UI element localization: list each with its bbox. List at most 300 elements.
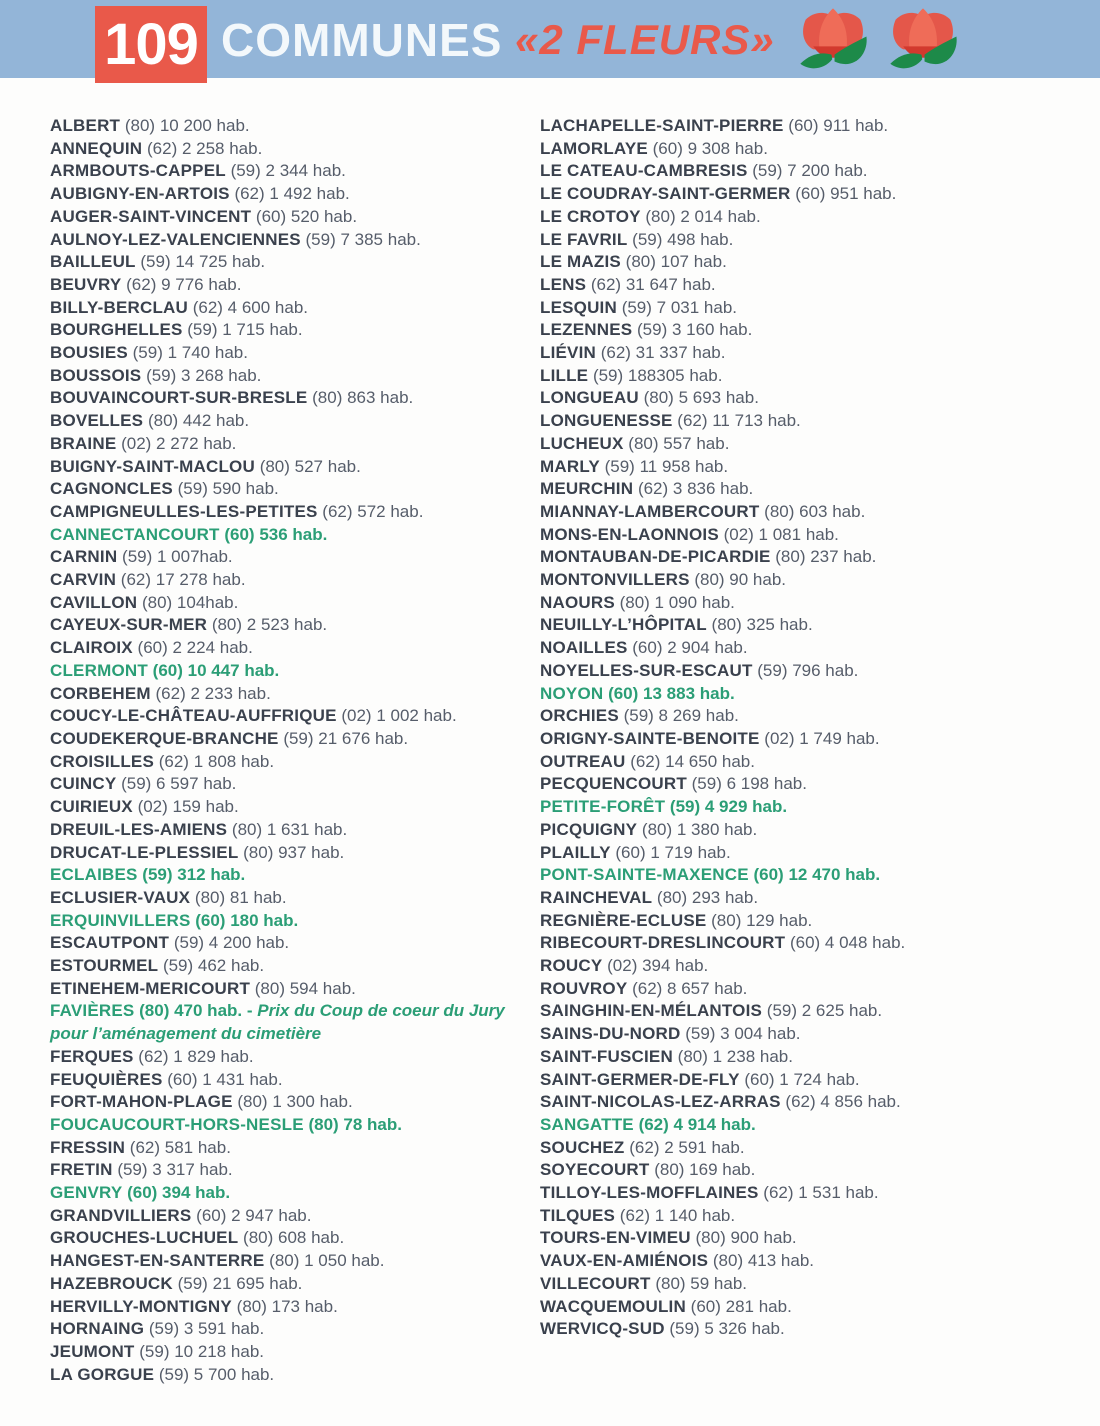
commune-details: (62) 4 856 hab.	[780, 1092, 901, 1112]
list-item	[50, 546, 540, 569]
commune-details: (80) 293 hab.	[652, 887, 759, 907]
commune-details: (02) 394 hab.	[602, 956, 709, 976]
list-item	[50, 433, 540, 456]
commune-name: MONTONVILLERS	[540, 570, 690, 590]
commune-details: (59) 462 hab.	[158, 956, 265, 976]
commune-name: BOUVAINCOURT-SUR-BRESLE	[50, 388, 308, 408]
commune-name: CORBEHEM	[50, 683, 151, 703]
commune-name: MONTAUBAN-DE-PICARDIE	[540, 547, 771, 567]
commune-name: LILLE	[540, 365, 589, 385]
commune-details: (80) 81 hab.	[190, 887, 287, 907]
list-item	[50, 297, 540, 320]
list-item	[50, 932, 540, 955]
rating-label: «2 FLEURS»	[515, 16, 775, 63]
list-item	[50, 456, 540, 479]
commune-name: LAMORLAYE	[540, 138, 648, 158]
list-item	[50, 206, 540, 229]
commune-details: (62) 572 hab.	[317, 501, 424, 521]
commune-details: (80) 1 300 hab.	[232, 1092, 353, 1112]
commune-name: ERQUINVILLERS	[50, 910, 191, 930]
commune-name: VILLECOURT	[540, 1273, 651, 1293]
commune-details: (80) 937 hab.	[238, 842, 345, 862]
list-item	[50, 115, 540, 138]
commune-details: (62) 3 836 hab.	[633, 479, 754, 499]
commune-name: CANNECTANCOURT	[50, 524, 220, 544]
commune-name: LACHAPELLE-SAINT-PIERRE	[540, 116, 784, 135]
commune-details: (62) 2 233 hab.	[150, 683, 271, 703]
commune-details: (60) 10 447 hab.	[147, 660, 280, 680]
commune-name: CARVIN	[50, 570, 117, 590]
commune-details: (60) 2 947 hab.	[191, 1205, 312, 1225]
commune-name: ECLUSIER-VAUX	[50, 887, 191, 907]
list-item	[540, 910, 1030, 933]
commune-name: ALBERT	[50, 116, 121, 135]
commune-details: (59) 6 198 hab.	[686, 774, 807, 794]
commune-details: (80) 173 hab.	[231, 1296, 338, 1316]
commune-details: (59) 21 676 hab.	[278, 728, 409, 748]
list-item	[540, 1250, 1030, 1273]
commune-name: ROUVROY	[540, 978, 628, 998]
commune-details: (80) 863 hab.	[307, 388, 414, 408]
commune-details: (60) 13 883 hab.	[603, 683, 735, 703]
commune-details: (62) 1 492 hab.	[229, 184, 350, 204]
commune-name: TOURS-EN-VIMEU	[540, 1228, 691, 1248]
commune-name: CLERMONT	[50, 660, 148, 680]
list-item	[50, 637, 540, 660]
list-item	[540, 1023, 1030, 1046]
commune-details: (62) 2 258 hab.	[142, 138, 263, 158]
commune-details: (02) 2 272 hab.	[116, 433, 237, 453]
commune-details: (59) 4 200 hab.	[169, 933, 290, 953]
commune-details: (02) 1 749 hab.	[759, 728, 880, 748]
list-item	[540, 683, 1030, 706]
commune-details: (80) 237 hab.	[770, 547, 877, 567]
commune-details: (80) 557 hab.	[623, 433, 730, 453]
commune-name: ORIGNY-SAINTE-BENOITE	[540, 728, 760, 748]
commune-name: GENVRY	[50, 1183, 123, 1203]
list-item	[50, 183, 540, 206]
commune-details: (59) 3 004 hab.	[680, 1024, 801, 1044]
commune-name: ESCAUTPONT	[50, 933, 170, 953]
commune-details: (80) 594 hab.	[250, 978, 356, 998]
commune-details: (59) 590 hab.	[172, 479, 279, 499]
list-item	[50, 592, 540, 615]
commune-details: (62) 1 531 hab.	[758, 1183, 879, 1203]
list-item	[50, 138, 540, 161]
commune-name: CARNIN	[50, 547, 118, 567]
list-item	[540, 1091, 1030, 1114]
commune-details: (59) 1 715 hab.	[182, 320, 303, 340]
list-item	[50, 569, 540, 592]
commune-details: (62) 31 647 hab.	[586, 274, 716, 294]
list-item	[540, 1205, 1030, 1228]
commune-details: (60) 12 470 hab.	[748, 865, 881, 885]
commune-details: (59) 10 218 hab.	[134, 1341, 265, 1361]
commune-details: (62) 4 600 hab.	[187, 297, 309, 317]
commune-details: (80) 1 090 hab.	[614, 592, 735, 612]
commune-count: 109	[104, 12, 198, 77]
commune-name: LE CATEAU-CAMBRESIS	[540, 161, 748, 181]
list-item	[50, 1114, 540, 1137]
commune-name: SAINT-FUSCIEN	[540, 1046, 673, 1066]
commune-name: DREUIL-LES-AMIENS	[50, 819, 228, 839]
commune-details: (59) 7 031 hab.	[616, 297, 737, 317]
list-item	[540, 728, 1030, 751]
commune-name: JEUMONT	[50, 1341, 135, 1361]
list-item	[540, 319, 1030, 342]
commune-name: GROUCHES-LUCHUEL	[50, 1228, 239, 1248]
commune-name: HANGEST-EN-SANTERRE	[50, 1251, 265, 1271]
commune-name: PONT-SAINTE-MAXENCE	[540, 865, 749, 885]
commune-name: SANGATTE	[540, 1114, 634, 1134]
commune-name: LONGUENESSE	[540, 411, 673, 431]
commune-name: PICQUIGNY	[540, 819, 638, 839]
commune-name: BAILLEUL	[50, 252, 136, 272]
commune-details: (60) 1 719 hab.	[610, 842, 731, 862]
commune-details: (59) 7 385 hab.	[300, 229, 421, 249]
list-item	[50, 819, 540, 842]
commune-name: LA GORGUE	[50, 1364, 155, 1384]
list-item	[540, 229, 1030, 252]
list-item	[50, 773, 540, 796]
list-item	[540, 705, 1030, 728]
commune-name: HAZEBROUCK	[50, 1273, 173, 1293]
list-item	[540, 456, 1030, 479]
commune-details: (59) 796 hab.	[752, 660, 859, 680]
commune-name: FERQUES	[50, 1046, 134, 1066]
list-item	[50, 1250, 540, 1273]
commune-details: (59) 188305 hab.	[588, 365, 723, 385]
list-item	[50, 1341, 540, 1364]
commune-name: BOVELLES	[50, 411, 144, 431]
list-item	[50, 1137, 540, 1160]
list-item	[540, 1227, 1030, 1250]
commune-name: LE COUDRAY-SAINT-GERMER	[540, 184, 791, 204]
list-item	[540, 138, 1030, 161]
commune-name: ESTOURMEL	[50, 956, 159, 976]
commune-name: FOUCAUCOURT-HORS-NESLE	[50, 1114, 304, 1134]
commune-details: (80) 90 hab.	[689, 570, 787, 590]
commune-name: PECQUENCOURT	[540, 774, 687, 794]
commune-details: (59) 498 hab.	[627, 229, 734, 249]
commune-name: NOYON	[540, 683, 604, 703]
commune-list-column-left	[50, 115, 540, 1386]
commune-name: TILLOY-LES-MOFFLAINES	[540, 1183, 759, 1203]
commune-name: HERVILLY-MONTIGNY	[50, 1296, 232, 1316]
commune-name: SOYECOURT	[540, 1160, 650, 1180]
commune-name: ECLAIBES	[50, 865, 138, 885]
commune-details: (59) 4 929 hab.	[665, 797, 788, 817]
commune-details: (62) 11 713 hab.	[672, 411, 801, 431]
list-item	[50, 501, 540, 524]
commune-details: (80) 413 hab.	[708, 1251, 815, 1271]
commune-name: PLAILLY	[540, 842, 611, 862]
commune-details: (60) 2 224 hab.	[132, 638, 253, 658]
list-item	[540, 365, 1030, 388]
commune-name: ETINEHEM-MERICOURT	[50, 978, 251, 998]
list-item	[50, 229, 540, 252]
list-item	[540, 819, 1030, 842]
list-item	[540, 569, 1030, 592]
commune-name: MARLY	[540, 456, 600, 476]
commune-details: (59) 1 740 hab.	[127, 343, 248, 363]
list-item	[540, 1000, 1030, 1023]
list-item	[540, 614, 1030, 637]
list-item	[50, 1000, 528, 1045]
list-item	[50, 274, 540, 297]
list-item	[540, 1182, 1030, 1205]
commune-details: (80) 603 hab.	[759, 501, 866, 521]
list-item	[50, 1364, 540, 1387]
commune-details: (80) 169 hab.	[649, 1160, 756, 1180]
commune-details: (59) 1 007hab.	[117, 547, 233, 567]
list-item	[540, 637, 1030, 660]
commune-details: (60) 1 431 hab.	[162, 1069, 283, 1089]
commune-details: (80) 2 014 hab.	[640, 206, 761, 226]
commune-name: NAOURS	[540, 592, 615, 612]
commune-name: CAYEUX-SUR-MER	[50, 615, 208, 635]
commune-details: (62) 31 337 hab.	[596, 343, 726, 363]
list-item	[540, 842, 1030, 865]
list-item	[50, 365, 540, 388]
commune-name: FEUQUIÈRES	[50, 1069, 163, 1089]
commune-details: (62) 8 657 hab.	[627, 978, 748, 998]
commune-name: LEZENNES	[540, 320, 633, 340]
list-item	[540, 955, 1030, 978]
commune-details: (02) 159 hab.	[132, 797, 239, 817]
commune-details: (59) 6 597 hab.	[116, 774, 237, 794]
commune-name: ROUCY	[540, 956, 603, 976]
list-item	[540, 1296, 1030, 1319]
commune-name: BEUVRY	[50, 274, 122, 294]
list-item	[50, 1091, 540, 1114]
flower-icons	[795, 6, 961, 76]
tulip-icon	[795, 6, 871, 76]
commune-details: (80) 2 523 hab.	[207, 615, 328, 635]
list-item	[50, 796, 540, 819]
commune-details: (59) 14 725 hab.	[135, 252, 266, 272]
commune-details: (80) 325 hab.	[706, 615, 813, 635]
commune-name: COUCY-LE-CHÂTEAU-AUFFRIQUE	[50, 706, 337, 726]
list-item	[50, 1296, 540, 1319]
commune-name: RAINCHEVAL	[540, 887, 653, 907]
list-item	[540, 1318, 1030, 1341]
list-item	[540, 501, 1030, 524]
list-item	[540, 773, 1030, 796]
commune-details: (62) 1 140 hab.	[615, 1205, 736, 1225]
commune-name: LONGUEAU	[540, 388, 639, 408]
commune-name: MONS-EN-LAONNOIS	[540, 524, 719, 544]
commune-name: PETITE-FORÊT	[540, 797, 666, 817]
commune-name: SAINT-NICOLAS-LEZ-ARRAS	[540, 1092, 781, 1112]
commune-name: AUBIGNY-EN-ARTOIS	[50, 184, 230, 204]
commune-details: (80) 10 200 hab.	[120, 116, 250, 135]
commune-name: LE FAVRIL	[540, 229, 628, 249]
commune-details: (80) 1 380 hab.	[637, 819, 758, 839]
commune-name: CROISILLES	[50, 751, 155, 771]
commune-details: (59) 2 344 hab.	[225, 161, 346, 181]
commune-name: WACQUEMOULIN	[540, 1296, 686, 1316]
commune-details: (60) 911 hab.	[783, 116, 889, 135]
list-item	[50, 1046, 540, 1069]
list-item	[540, 1114, 1030, 1137]
commune-details: (62) 17 278 hab.	[116, 570, 246, 590]
list-item	[540, 1159, 1030, 1182]
commune-details: (80) 5 693 hab.	[638, 388, 759, 408]
commune-name: CLAIROIX	[50, 638, 133, 658]
commune-name: VAUX-EN-AMIÉNOIS	[540, 1251, 709, 1271]
list-item	[50, 614, 540, 637]
commune-name: LE MAZIS	[540, 252, 621, 272]
list-item	[50, 478, 540, 501]
commune-name: DRUCAT-LE-PLESSIEL	[50, 842, 239, 862]
commune-details: (80) 442 hab.	[143, 411, 250, 431]
commune-name: ARMBOUTS-CAPPEL	[50, 161, 226, 181]
commune-details: (60) 394 hab.	[122, 1183, 231, 1203]
list-item	[540, 796, 1030, 819]
commune-details: (80) 107 hab.	[620, 252, 727, 272]
list-item	[50, 955, 540, 978]
commune-details: (62) 4 914 hab.	[633, 1114, 756, 1134]
commune-name: LENS	[540, 274, 587, 294]
commune-name: BILLY-BERCLAU	[50, 297, 188, 317]
list-item	[540, 546, 1030, 569]
list-item	[540, 1046, 1030, 1069]
commune-details: (60) 520 hab.	[251, 206, 358, 226]
commune-list-column-right	[540, 115, 1030, 1386]
list-item	[50, 910, 540, 933]
commune-name: OUTREAU	[540, 751, 626, 771]
commune-details: (59) 21 695 hab.	[172, 1273, 303, 1293]
list-item	[50, 1205, 540, 1228]
list-item	[50, 160, 540, 183]
commune-name: WERVICQ-SUD	[540, 1319, 665, 1339]
commune-details: (80) 470 hab. -	[134, 1001, 253, 1021]
commune-name: LESQUIN	[540, 297, 617, 317]
commune-name: FRESSIN	[50, 1137, 126, 1157]
commune-details: (59) 5 326 hab.	[664, 1319, 785, 1339]
commune-details: (80) 104hab.	[137, 592, 239, 612]
list-item	[50, 751, 540, 774]
list-item	[540, 433, 1030, 456]
list-item	[540, 183, 1030, 206]
commune-details: (80) 527 hab.	[254, 456, 361, 476]
commune-details: (62) 1 808 hab.	[154, 751, 275, 771]
commune-name: FRETIN	[50, 1160, 113, 1180]
commune-details: (62) 581 hab.	[125, 1137, 231, 1157]
commune-details: (62) 1 829 hab.	[133, 1046, 254, 1066]
commune-name: CAVILLON	[50, 592, 138, 612]
award-note: Prix du Coup de coeur du Jury pour l’aménagement du cimetière	[50, 1001, 505, 1044]
commune-details: (80) 900 hab.	[690, 1228, 797, 1248]
commune-name: ANNEQUIN	[50, 138, 143, 158]
list-item	[540, 115, 1030, 138]
list-item	[540, 160, 1030, 183]
list-item	[50, 683, 540, 706]
commune-name: NOAILLES	[540, 638, 628, 658]
commune-details: (59) 3 268 hab.	[141, 365, 262, 385]
commune-name: NOYELLES-SUR-ESCAUT	[540, 660, 753, 680]
list-item	[540, 751, 1030, 774]
page-title: COMMUNES	[221, 14, 503, 66]
commune-details: (59) 3 160 hab.	[632, 320, 753, 340]
commune-details: (60) 951 hab.	[790, 184, 897, 204]
commune-name: LE CROTOY	[540, 206, 641, 226]
commune-details: (59) 3 317 hab.	[112, 1160, 233, 1180]
commune-details: (02) 1 081 hab.	[718, 524, 839, 544]
list-item	[540, 864, 1030, 887]
list-item	[540, 1137, 1030, 1160]
list-item	[50, 728, 540, 751]
commune-name: REGNIÈRE-ECLUSE	[540, 910, 707, 930]
tulip-icon	[885, 6, 961, 76]
commune-details: (60) 536 hab.	[219, 524, 328, 544]
commune-name: RIBECOURT-DRESLINCOURT	[540, 933, 786, 953]
commune-name: AULNOY-LEZ-VALENCIENNES	[50, 229, 301, 249]
commune-name: ORCHIES	[540, 706, 619, 726]
commune-name: BOUSIES	[50, 343, 128, 363]
commune-name: SAINT-GERMER-DE-FLY	[540, 1069, 740, 1089]
commune-details: (80) 1 238 hab.	[672, 1046, 793, 1066]
commune-details: (62) 9 776 hab.	[121, 274, 242, 294]
commune-details: (59) 11 958 hab.	[599, 456, 729, 476]
commune-name: NEUILLY-L’HÔPITAL	[540, 615, 707, 635]
commune-details: (62) 14 650 hab.	[625, 751, 755, 771]
list-item	[50, 251, 540, 274]
commune-details: (59) 2 625 hab.	[762, 1001, 883, 1021]
list-item	[50, 842, 540, 865]
list-item	[50, 410, 540, 433]
commune-name: BUIGNY-SAINT-MACLOU	[50, 456, 255, 476]
list-item	[50, 660, 540, 683]
list-item	[50, 342, 540, 365]
list-item	[540, 478, 1030, 501]
commune-details: (59) 312 hab.	[137, 865, 246, 885]
list-item	[50, 1069, 540, 1092]
list-item	[540, 410, 1030, 433]
commune-name: SOUCHEZ	[540, 1137, 625, 1157]
commune-name: CAGNONCLES	[50, 479, 173, 499]
commune-details: (80) 59 hab.	[650, 1273, 748, 1293]
commune-details: (60) 2 904 hab.	[627, 638, 748, 658]
commune-name: BOURGHELLES	[50, 320, 183, 340]
list-item	[50, 705, 540, 728]
commune-name: CUIRIEUX	[50, 797, 133, 817]
commune-details: (80) 1 050 hab.	[264, 1251, 385, 1271]
commune-details: (02) 1 002 hab.	[336, 706, 457, 726]
commune-name: FORT-MAHON-PLAGE	[50, 1092, 233, 1112]
commune-name: HORNAING	[50, 1319, 145, 1339]
list-item	[50, 887, 540, 910]
list-item	[540, 297, 1030, 320]
commune-details: (80) 608 hab.	[238, 1228, 345, 1248]
list-item	[540, 342, 1030, 365]
commune-name: TILQUES	[540, 1205, 616, 1225]
commune-list	[50, 115, 1030, 1386]
commune-details: (80) 1 631 hab.	[227, 819, 348, 839]
commune-details: (60) 180 hab.	[190, 910, 299, 930]
commune-details: (60) 281 hab.	[685, 1296, 792, 1316]
list-item	[50, 1318, 540, 1341]
list-item	[50, 978, 540, 1001]
list-item	[540, 251, 1030, 274]
commune-name: MEURCHIN	[540, 479, 634, 499]
list-item	[50, 524, 540, 547]
list-item	[50, 1273, 540, 1296]
list-item	[540, 1069, 1030, 1092]
commune-details: (62) 2 591 hab.	[624, 1137, 745, 1157]
commune-name: BRAINE	[50, 433, 117, 453]
